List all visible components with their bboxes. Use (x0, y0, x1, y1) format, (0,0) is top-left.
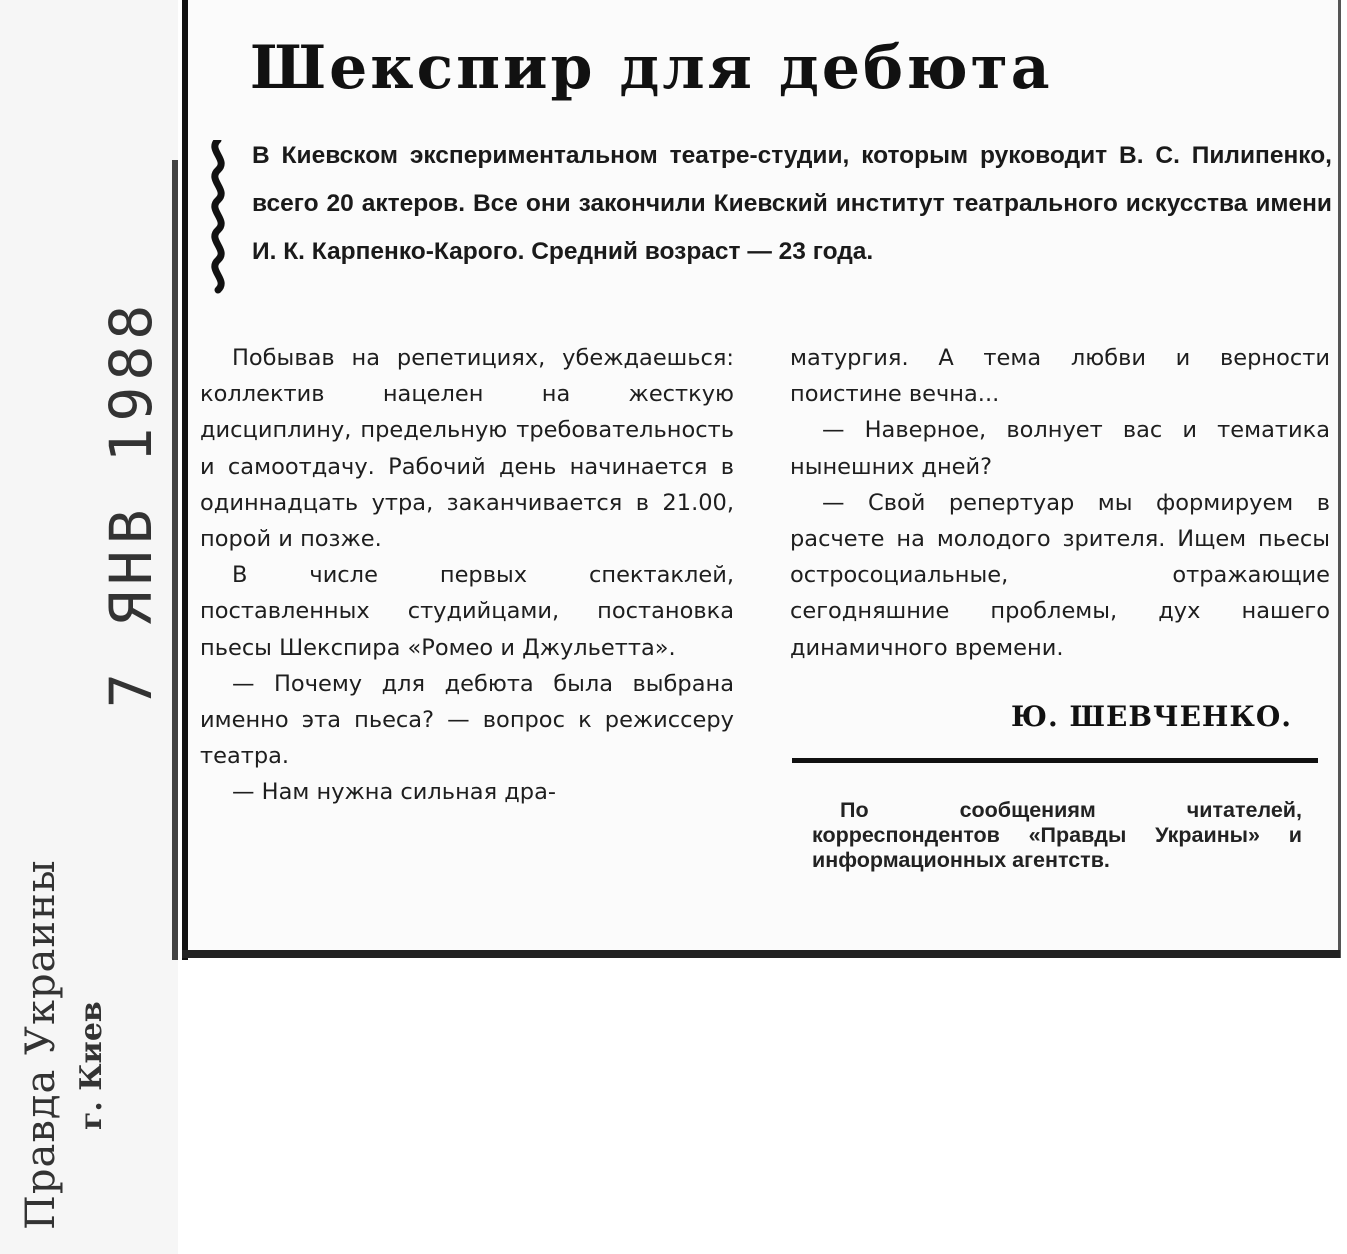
left-paragraph: В числе первых спектаклей, поставленных студийцами, постановка пьесы Шекспира «Ромео и Джульетта». (200, 562, 734, 661)
section-divider (792, 758, 1318, 763)
left-paragraph: Побывав на репетициях, убеждаешься: коллектив нацелен на жесткую дисциплину, предельную требовательность и самоотдачу. Рабочий день начинается в одиннадцать утра, заканчивается в 21.00, порой и позже. (200, 345, 734, 553)
clipping-border-left (182, 0, 188, 960)
clipping-border-right (1338, 0, 1341, 958)
newspaper-stamp (14, 820, 109, 1240)
newspaper-city: г. Киев (74, 1001, 109, 1130)
left-paragraph: — Почему для дебюта была выбрана именно эта пьеса? — вопрос к режиссеру театра. (200, 670, 734, 770)
left-paragraph: — Нам нужна сильная дра- (232, 779, 556, 806)
right-column (790, 340, 1330, 666)
author-signature: Ю. ШЕВЧЕНКО. (1010, 700, 1292, 733)
lead-ornament-icon (205, 140, 231, 300)
right-paragraph: — Наверное, волнует вас и тематика нынешних дней? (790, 417, 1330, 480)
date-stamp (92, 260, 165, 708)
source-credit (812, 798, 1302, 873)
article-lead: В Киевском экспериментальном театре-студии, которым руководит В. С. Пилипенко, всего 20 актеров. Все они закончили Киевский институт театрального искусства имени И. К. Карпенко-Карого. Средний возраст — 23 года. (252, 142, 1332, 265)
article-headline: Шекспир для дебюта (250, 33, 1053, 103)
clipping-border-bottom (182, 950, 1340, 958)
newspaper-name: Правда Украины (18, 859, 64, 1230)
stamp-strip (0, 0, 178, 1254)
left-column (200, 340, 734, 811)
source-credit-text: По сообщениям читателей, корреспондентов «Правды Украины» и информационных агентств. (812, 798, 1302, 872)
right-paragraph: матургия. А тема любви и верности поистине вечна... (790, 345, 1330, 408)
date-stamp-text: 7 ЯНВ 1988 (97, 298, 165, 708)
right-paragraph: — Свой репертуар мы формируем в расчете на молодого зрителя. Ищем пьесы остросоциальные, отражающие сегодняшние проблемы, дух нашего динамичного времени. (790, 489, 1330, 661)
